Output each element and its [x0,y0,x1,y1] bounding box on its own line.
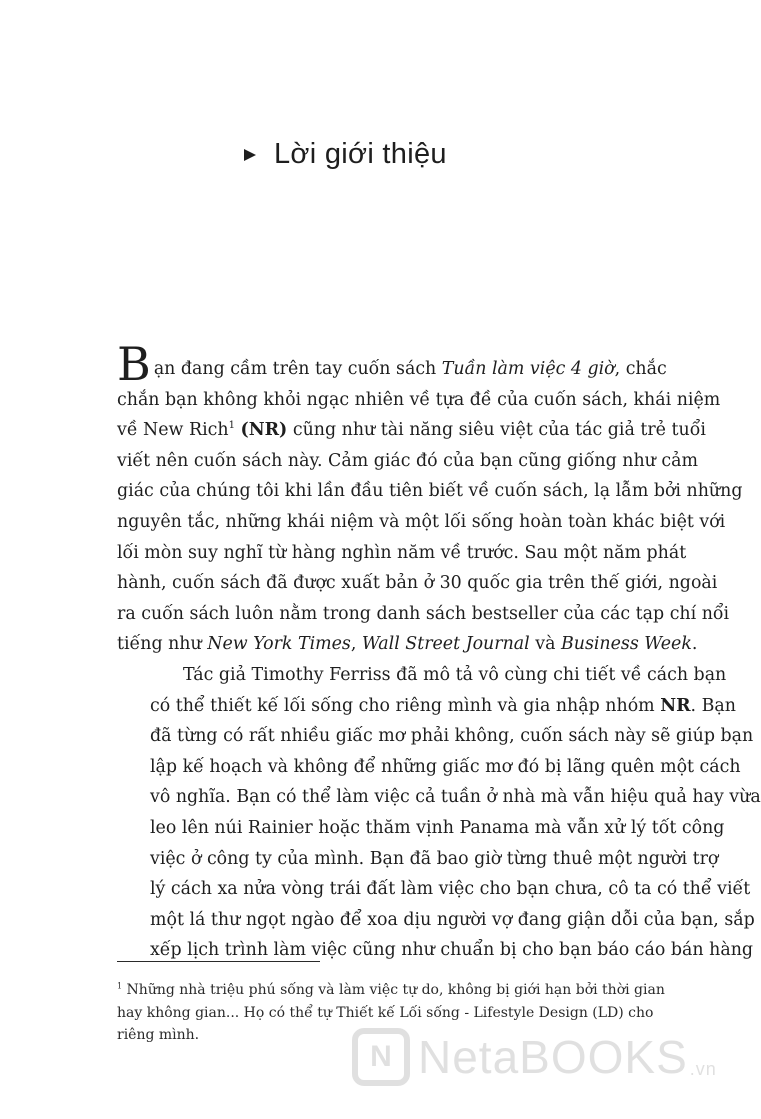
text-line: lối mòn suy nghĩ từ hàng nghìn năm về trước. Sau một năm phát [117,542,687,563]
paragraph-2 [117,660,761,966]
footnote-ref: 1 [228,420,235,432]
text-line [117,629,698,660]
text-line: Tác giả Timothy Ferriss đã mô tả vô cùng chi tiết về cách bạn [183,665,727,685]
text-run: có thể thiết kế lối sống cho riêng mình và gia nhập nhóm [150,695,661,716]
book-title-italic: Tuần làm việc 4 giờ [441,359,615,379]
bold-term: NR [660,695,691,716]
chapter-title: Lời giới thiệu [274,138,447,170]
watermark [352,1028,717,1086]
bold-term: (NR) [240,420,288,441]
text-line: hành, cuốn sách đã được xuất bản ở 30 quốc gia trên thế giới, ngoài [117,573,718,594]
netabooks-logo-icon: N [352,1028,410,1086]
text-run: Những nhà triệu phú sống và làm việc tự do, không bị giới hạn bởi thời gian [126,982,665,998]
text-line: một lá thư ngọt ngào để xoa dịu người vợ đang giận dỗi của bạn, sắp [150,909,755,930]
text-line: nguyên tắc, những khái niệm và một lối sống hoàn toàn khác biệt với [117,511,726,532]
drop-cap: B [117,337,151,391]
triangle-marker-icon [244,149,256,161]
text-run: và [529,634,561,655]
text-line [117,337,667,391]
text-run: cũng như tài năng siêu việt của tác giả trẻ tuổi [287,420,706,441]
footnote-line: riêng mình. [117,1027,200,1044]
text-line [117,691,736,722]
footnote-marker: 1 [117,981,123,991]
footnote-divider [117,961,320,962]
publication-italic: Wall Street Journal [361,634,530,655]
text-line: xếp lịch trình làm việc cũng như chuẩn bị cho bạn báo cáo bán hàng [150,940,754,961]
paragraph-1 [117,337,743,660]
text-run: tiếng như [117,634,208,655]
text-line: đã từng có rất nhiều giấc mơ phải không, cuốn sách này sẽ giúp bạn [150,726,754,747]
text-run: ạn đang cầm trên tay cuốn sách [153,359,442,379]
footnote-line: hay không gian... Họ có thể tự Thiết kế Lối sống - Lifestyle Design (LD) cho [117,1004,654,1021]
text-line: việc ở công ty của mình. Bạn đã bao giờ từng thuê một người trợ [150,848,719,869]
text-run: . [691,634,698,655]
footnote-line [117,979,665,1002]
text-line: chắn bạn không khỏi ngạc nhiên về tựa đề của cuốn sách, khái niệm [117,389,721,410]
text-line: vô nghĩa. Bạn có thể làm việc cả tuần ở nhà mà vẫn hiệu quả hay vừa [150,787,761,808]
text-line: giác của chúng tôi khi lần đầu tiên biết về cuốn sách, lạ lẫm bởi những [117,481,743,502]
chapter-heading [244,138,447,171]
watermark-text: NetaBOOKS [418,1031,688,1083]
text-line [117,415,706,446]
watermark-suffix: .vn [689,1059,717,1079]
text-line: leo lên núi Rainier hoặc thăm vịnh Panama mà vẫn xử lý tốt công [150,817,725,838]
text-line: lý cách xa nửa vòng trái đất làm việc cho bạn chưa, cô ta có thể viết [150,879,751,900]
text-run: . Bạn [690,695,736,716]
text-run: về New Rich [117,420,229,441]
text-line: viết nên cuốn sách này. Cảm giác đó của bạn cũng giống như cảm [117,450,698,471]
text-run: , [350,634,362,655]
text-line: ra cuốn sách luôn nằm trong danh sách bestseller của các tạp chí nổi [117,603,730,624]
text-line: lập kế hoạch và không để những giấc mơ đó bị lãng quên một cách [150,756,741,777]
publication-italic: New York Times [207,634,351,655]
text-run: , chắc [614,359,667,379]
publication-italic: Business Week [560,634,692,655]
